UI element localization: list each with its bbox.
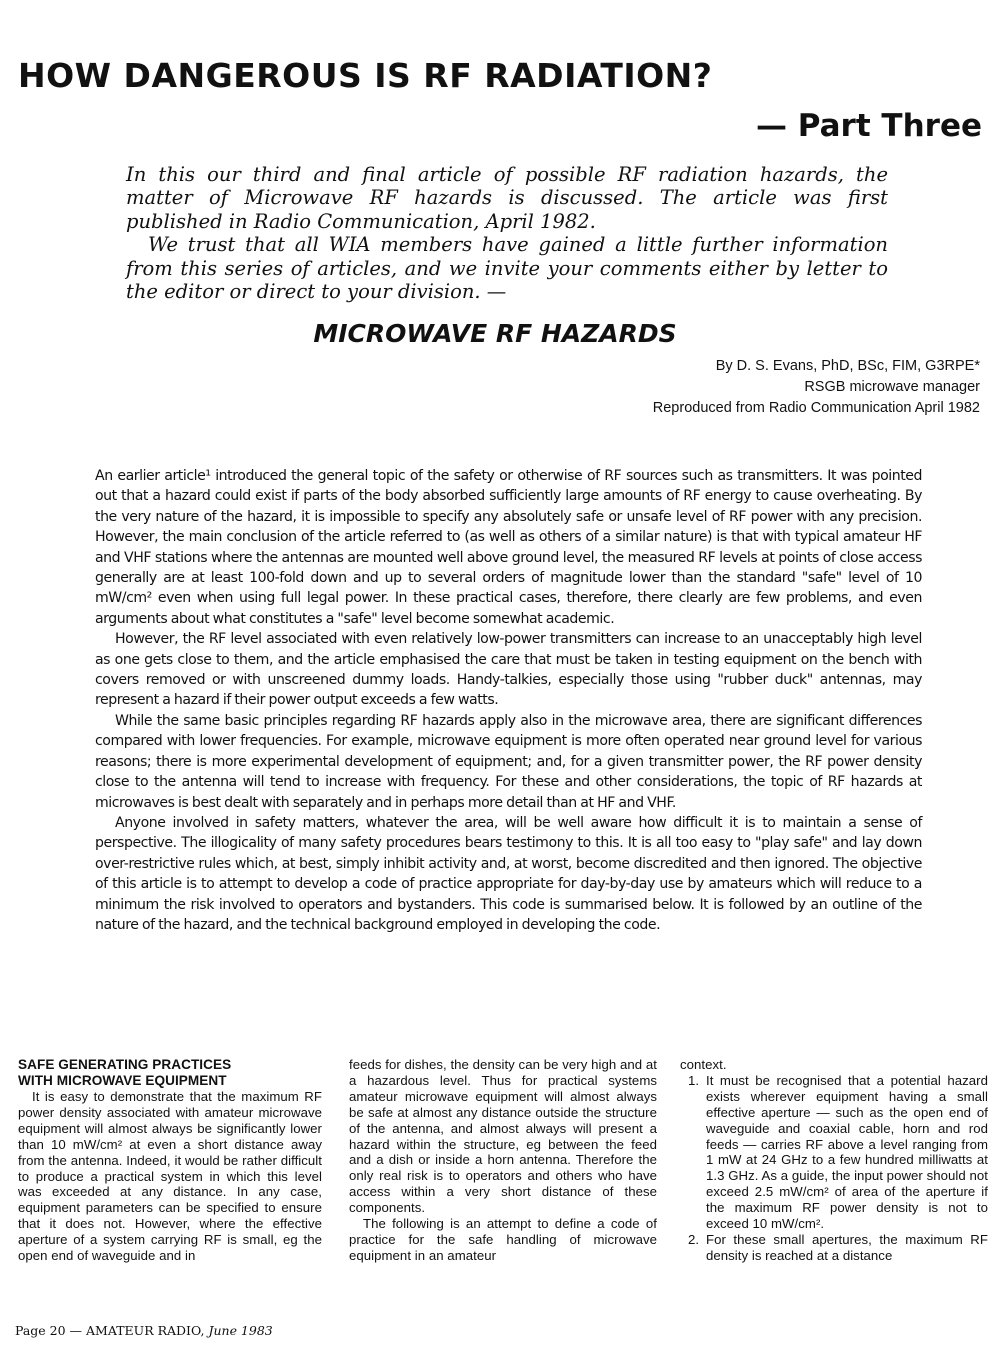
byline-role: RSGB microwave manager — [804, 379, 980, 395]
list-item-number: 1. — [688, 1072, 700, 1088]
body-paragraph: However, the RF level associated with even relatively low-power transmitters can increase to an unacceptably high level as one gets close to them, and the article emphasised the care that must be taken in testing equipment on the bench with covers removed or with unscreened dummy loads. Handy-talkies, especially those using "rubber duck" antennas, may represent a hazard if their power output exceeds a few watts. — [95, 631, 922, 709]
byline-source: Reproduced from Radio Communication April 1982 — [652, 400, 980, 416]
code-of-practice-list — [680, 1073, 988, 1264]
list-item — [680, 1232, 988, 1264]
column-paragraph: context. — [680, 1057, 727, 1072]
list-item — [680, 1073, 988, 1232]
intro-paragraph: We trust that all WIA members have gained a little further information from this series of articles, and we invite your comments either by letter to the editor or direct to your division. — — [126, 233, 888, 304]
column-1 — [18, 1057, 322, 1264]
page-footer — [15, 1323, 273, 1338]
article-body — [95, 466, 922, 935]
body-paragraph: Anyone involved in safety matters, whatever the area, will be well aware how difficult it is to maintain a sense of perspective. The illogicality of many safety procedures bears testimony to this. It is all too easy to "play safe" and lay down over-restrictive rules which, at best, simply inhibit activity and, at worst, become discredited and then ignored. The objective of this article is to attempt to develop a code of practice appropriate for day-by-day use by amateurs which will reduce to a minimum the risk involved to operators and bystanders. This code is summarised below. It is followed by an outline of the nature of the hazard, and the technical background employed in developing the code. — [95, 814, 922, 933]
page-title: HOW DANGEROUS IS RF RADIATION? — [18, 56, 713, 95]
column-paragraph: feeds for dishes, the density can be very high and at a hazardous level. Thus for practical systems amateur microwave equipment will almost always be safe at almost any distance outside the structure of the antenna, and almost always will present a hazard within the structure, eg between the feed and a dish or inside a horn antenna. Therefore the only real risk is to operators and others who have access within a very short distance of these components. — [349, 1057, 657, 1216]
list-item-text: For these small apertures, the maximum RF density is reached at a distance — [706, 1231, 988, 1263]
column-3 — [680, 1057, 988, 1264]
editorial-intro — [126, 163, 888, 303]
section-heading-line: WITH MICROWAVE EQUIPMENT — [18, 1073, 227, 1088]
column-2 — [349, 1057, 657, 1264]
footer-issue: June 1983 — [208, 1323, 273, 1338]
body-paragraph: An earlier article¹ introduced the general topic of the safety or otherwise of RF sources such as transmitters. It was pointed out that a hazard could exist if parts of the body absorbed sufficiently large amounts of RF energy to cause overheating. By the very nature of the hazard, it is impossible to specify any absolutely safe or unsafe level of RF power with any precision. However, the main conclusion of the article referred to (as well as others of a similar nature) is that with typical amateur HF and VHF stations where the antennas are mounted well above ground level, the measured RF levels at points of close access generally are at least 100-fold down and up to several orders of magnitude lower than the standard "safe" level of 10 mW/cm² even when using full legal power. In these practical cases, therefore, there clearly are few problems, and even arguments about what constitutes a "safe" level become somewhat academic. — [95, 468, 922, 627]
list-item-number: 2. — [688, 1231, 700, 1247]
section-heading — [18, 1057, 322, 1089]
byline-author: By D. S. Evans, PhD, BSc, FIM, G3RPE* — [715, 358, 980, 374]
byline — [653, 356, 980, 419]
list-item-text: It must be recognised that a potential hazard exists wherever equipment having a small effective aperture — such as the open end of waveguide and coaxial cable, horn and rod feeds — carries RF above a level ranging from 1 mW at 24 GHz to a few hundred milliwatts at 1.3 GHz. As a guide, the input power should not exceed 2.5 mW/cm² of area of the aperture if the maximum RF power density is not to exceed 10 mW/cm². — [706, 1072, 988, 1232]
column-paragraph: The following is an attempt to define a code of practice for the safe handling of microwave equipment in an amateur — [349, 1216, 657, 1263]
section-heading-line: SAFE GENERATING PRACTICES — [18, 1057, 232, 1072]
footer-page: Page 20 — AMATEUR RADIO, — [15, 1323, 205, 1338]
body-paragraph: While the same basic principles regarding RF hazards apply also in the microwave area, there are significant differences compared with lower frequencies. For example, microwave equipment is more often operated near ground level for various reasons; there is more experimental development of equipment; and, for a given transmitter power, the RF power density close to the antenna will tend to increase with frequency. For these and other considerations, the topic of RF hazards at microwaves is best dealt with separately and in perhaps more detail than at HF and VHF. — [95, 712, 922, 811]
intro-paragraph: In this our third and final article of possible RF radiation hazards, the matter of Microwave RF hazards is discussed. The article was first published in Radio Communication, April 1982. — [126, 163, 888, 233]
column-paragraph: It is easy to demonstrate that the maximum RF power density associated with amateur microwave equipment will almost always be significantly lower than 10 mW/cm² at even a short distance away from the antenna. Indeed, it would be rather difficult to produce a practical system in which this level was exceeded at any distance. In any case, equipment parameters can be specified to ensure that it does not. However, where the effective aperture of a system carrying RF is small, eg the open end of waveguide and in — [18, 1089, 322, 1264]
article-title: MICROWAVE RF HAZARDS — [313, 319, 677, 348]
page-subtitle: — Part Three — [755, 108, 982, 144]
